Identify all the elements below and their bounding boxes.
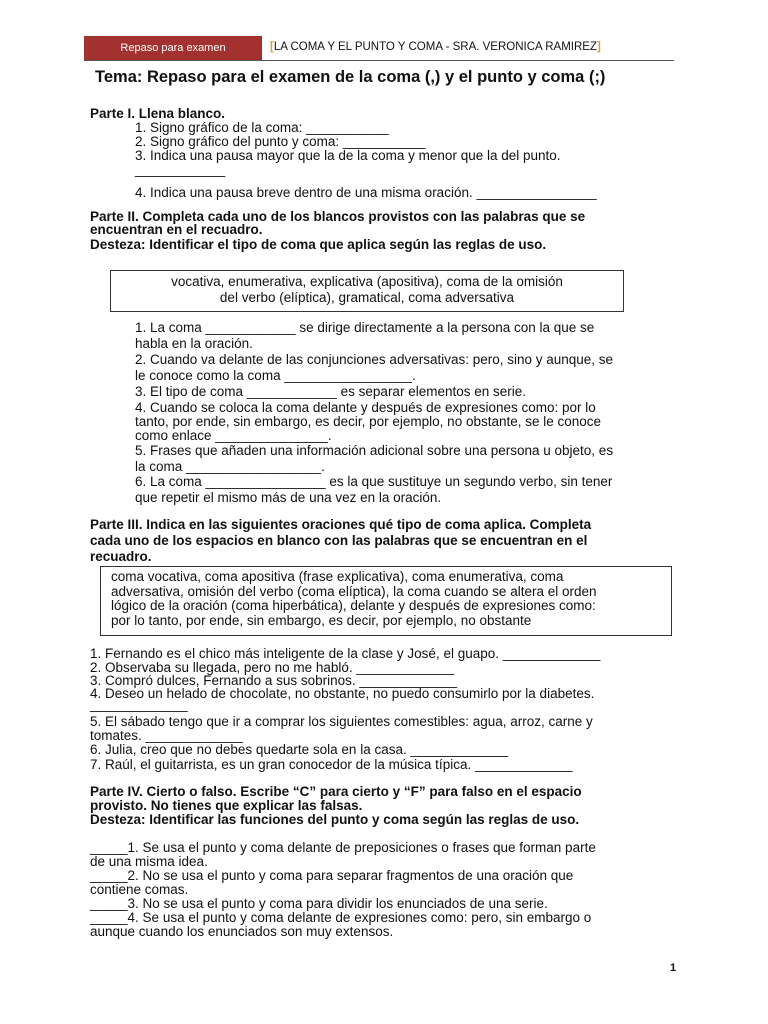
parte4-line: _____3. No se usa el punto y coma para dividir los enunciados de una serie. — [90, 896, 548, 911]
parte4-line: _____2. No se usa el punto y coma para separar fragmentos de una oración que — [90, 868, 574, 883]
parte1-item-4: 4. Indica una pausa breve dentro de una misma oración. ________________ — [135, 185, 597, 200]
parte2-line: habla en la oración. — [135, 336, 253, 351]
header-tab: Repaso para examen — [84, 36, 262, 60]
parte3-title-line2: cada uno de los espacios en blanco con las palabras que se encuentran en el — [90, 533, 588, 548]
parte2-line: 6. La coma ________________ es la que sustituye un segundo verbo, sin tener — [135, 474, 613, 489]
parte1-title: Parte I. Llena blanco. — [90, 106, 226, 121]
parte1-item-1: 1. Signo gráfico de la coma: ___________ — [135, 120, 389, 135]
parte3-line: 7. Raúl, el guitarrista, es un gran conocedor de la música típica. _____________ — [90, 757, 573, 772]
parte4-title-line1: Parte IV. Cierto o falso. Escribe “C” para cierto y “F” para falso en el espacio — [90, 784, 582, 799]
parte2-line: 2. Cuando va delante de las conjunciones adversativas: pero, sino y aunque, se — [135, 352, 614, 367]
parte3-line: 3. Compró dulces, Fernando a sus sobrinos. _____________ — [90, 673, 457, 688]
parte2-title-line1: Parte II. Completa cada uno de los blancos provistos con las palabras que se — [90, 209, 586, 224]
parte3-title-line1: Parte III. Indica en las siguientes oraciones qué tipo de coma aplica. Completa — [90, 517, 592, 532]
parte1-item-2: 2. Signo gráfico del punto y coma: ___________ — [135, 134, 426, 149]
parte4-line: _____4. Se usa el punto y coma delante de expresiones como: pero, sin embargo o — [90, 910, 592, 925]
parte2-word-box — [110, 270, 624, 312]
parte3-line: tomates. _____________ — [90, 728, 244, 743]
parte3-box-line: lógico de la oración (coma hiperbática), delante y después de expresiones como: — [111, 598, 596, 613]
parte3-line: 5. El sábado tengo que ir a comprar los siguientes comestibles: agua, arroz, carne y — [90, 714, 593, 729]
parte4-destreza: Desteza: Identificar las funciones del punto y coma según las reglas de uso. — [90, 812, 580, 827]
parte2-line: que repetir el mismo más de una vez en la oración. — [135, 490, 442, 505]
parte3-line: 6. Julia, creo que no debes quedarte sola en la casa. _____________ — [90, 742, 509, 757]
parte2-destreza: Desteza: Identificar el tipo de coma que aplica según las reglas de uso. — [90, 237, 547, 252]
parte3-line: 2. Observaba su llegada, pero no me habló. _____________ — [90, 660, 455, 675]
parte4-line: _____1. Se usa el punto y coma delante de preposiciones o frases que forman parte — [90, 840, 596, 855]
header-title-text: LA COMA Y EL PUNTO Y COMA - SRA. VERONICA RAMIREZ — [273, 41, 598, 53]
header-title — [270, 36, 601, 60]
parte2-box-line1: vocativa, enumerativa, explicativa (apositiva), coma de la omisión — [171, 274, 563, 289]
page-number: 1 — [670, 962, 677, 974]
header-bracket-open: [ — [270, 41, 274, 53]
parte3-box-line: adversativa, omisión del verbo (coma elíptica), la coma cuando se altera el orden — [111, 583, 597, 599]
parte1-item-3: 3. Indica una pausa mayor que la de la coma y menor que la del punto. — [135, 148, 561, 163]
parte4-title-line2: provisto. No tienes que explicar las falsas. — [90, 798, 363, 813]
parte2-line: como enlace _______________. — [135, 428, 332, 443]
header-bracket-close: ] — [597, 41, 601, 53]
parte2-line: 1. La coma ____________ se dirige directamente a la persona con la que se — [135, 320, 595, 335]
parte3-word-box — [100, 566, 672, 636]
parte2-line: tanto, por ende, sin embargo, es decir, por ejemplo, no obstante, se le conoce — [135, 414, 602, 429]
parte3-line: 1. Fernando es el chico más inteligente de la clase y José, el guapo. _____________ — [90, 646, 601, 661]
parte2-line: 4. Cuando se coloca la coma delante y después de expresiones como: por lo — [135, 400, 596, 415]
parte4-line: contiene comas. — [90, 882, 189, 897]
parte4-line: de una misma idea. — [90, 854, 208, 869]
parte3-title-line3: recuadro. — [90, 549, 152, 564]
parte4-line: aunque cuando los enunciados son muy extensos. — [90, 924, 394, 939]
page-header — [84, 36, 674, 61]
parte3-line: _____________ — [90, 697, 188, 712]
parte3-box-line: por lo tanto, por ende, sin embargo, es decir, por ejemplo, no obstante — [111, 612, 532, 628]
parte2-title-line2: encuentran en el recuadro. — [90, 222, 263, 237]
parte2-line: le conoce como la coma _________________. — [135, 368, 416, 383]
page-title: Tema: Repaso para el examen de la coma (,) y el punto y coma (;) — [95, 68, 606, 86]
parte3-box-line: coma vocativa, coma apositiva (frase explicativa), coma enumerativa, coma — [111, 569, 564, 584]
parte2-line: la coma __________________. — [135, 459, 325, 474]
parte1-item-3-blank: ____________ — [135, 162, 226, 177]
parte2-line: 3. El tipo de coma ____________ es separar elementos en serie. — [135, 384, 527, 399]
parte2-line: 5. Frases que añaden una información adicional sobre una persona u objeto, es — [135, 443, 614, 458]
parte2-box-line2: del verbo (elíptica), gramatical, coma adversativa — [219, 290, 515, 305]
parte3-line: 4. Deseo un helado de chocolate, no obstante, no puedo consumirlo por la diabetes. — [90, 686, 595, 701]
